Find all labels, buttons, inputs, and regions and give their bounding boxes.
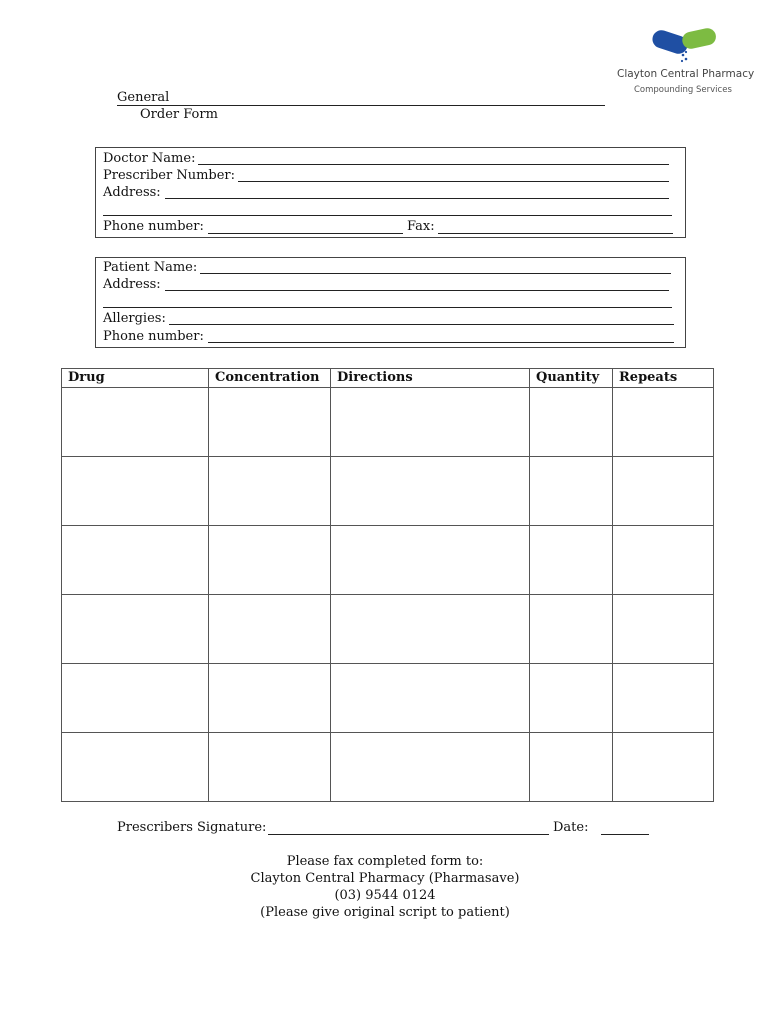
table-cell[interactable]: [331, 595, 530, 664]
table-cell[interactable]: [530, 457, 613, 526]
table-cell[interactable]: [613, 457, 714, 526]
table-cell[interactable]: [331, 664, 530, 733]
doctor-address-field[interactable]: [165, 198, 669, 199]
table-cell[interactable]: [613, 733, 714, 802]
column-header-quantity: Quantity: [530, 369, 613, 388]
column-header-drug: Drug: [62, 369, 209, 388]
table-cell[interactable]: [613, 388, 714, 457]
patient-address-field[interactable]: [165, 290, 669, 291]
doctor-phone-field[interactable]: [208, 233, 403, 234]
doctor-fax-label: Fax:: [407, 219, 435, 234]
table-row: [62, 595, 714, 664]
patient-address-field-2[interactable]: [103, 307, 672, 308]
table-cell[interactable]: [530, 526, 613, 595]
patient-name-label: Patient Name:: [103, 260, 198, 275]
table-cell[interactable]: [209, 526, 331, 595]
pharmacy-logo-capsule-icon: [650, 26, 720, 66]
table-row: [62, 664, 714, 733]
table-row: [62, 457, 714, 526]
prescriber-number-field[interactable]: [238, 181, 669, 182]
table-cell[interactable]: [209, 457, 331, 526]
table-cell[interactable]: [62, 526, 209, 595]
table-cell[interactable]: [331, 388, 530, 457]
footer-fax-number: (03) 9544 0124: [334, 888, 436, 903]
table-cell[interactable]: [209, 664, 331, 733]
title-underline: [117, 105, 605, 106]
footer-instruction: Please fax completed form to:: [286, 854, 484, 869]
table-cell[interactable]: [530, 595, 613, 664]
signature-field[interactable]: [268, 834, 549, 835]
signature-label: Prescribers Signature:: [117, 820, 267, 835]
table-cell[interactable]: [530, 733, 613, 802]
table-cell[interactable]: [613, 664, 714, 733]
table-cell[interactable]: [530, 388, 613, 457]
logo-tagline: Compounding Services: [634, 85, 732, 95]
patient-name-field[interactable]: [200, 273, 671, 274]
table-row: [62, 388, 714, 457]
logo-name: Clayton Central Pharmacy: [617, 68, 755, 80]
doctor-phone-label: Phone number:: [103, 219, 204, 234]
patient-phone-field[interactable]: [208, 342, 674, 343]
doctor-address-label: Address:: [103, 185, 161, 200]
prescriber-number-label: Prescriber Number:: [103, 168, 236, 183]
footer-note: (Please give original script to patient): [260, 905, 510, 920]
table-row: [62, 733, 714, 802]
table-header-row: [62, 369, 714, 388]
table-cell[interactable]: [209, 733, 331, 802]
form-title-line2: Order Form: [140, 107, 218, 122]
table-cell[interactable]: [331, 457, 530, 526]
table-cell[interactable]: [62, 733, 209, 802]
footer-pharmacy-name: Clayton Central Pharmacy (Pharmasave): [250, 871, 520, 886]
table-cell[interactable]: [209, 388, 331, 457]
column-header-repeats: Repeats: [613, 369, 714, 388]
table-cell[interactable]: [62, 388, 209, 457]
table-cell[interactable]: [331, 526, 530, 595]
allergies-label: Allergies:: [103, 311, 166, 326]
table-cell[interactable]: [62, 595, 209, 664]
table-cell[interactable]: [613, 526, 714, 595]
doctor-fax-field[interactable]: [438, 233, 673, 234]
doctor-name-label: Doctor Name:: [103, 151, 196, 166]
table-cell[interactable]: [62, 457, 209, 526]
column-header-concentration: Concentration: [209, 369, 331, 388]
patient-phone-label: Phone number:: [103, 329, 204, 344]
table-cell[interactable]: [62, 664, 209, 733]
table-row: [62, 526, 714, 595]
patient-address-label: Address:: [103, 277, 161, 292]
column-header-directions: Directions: [331, 369, 530, 388]
table-cell[interactable]: [209, 595, 331, 664]
drug-order-table: [61, 368, 714, 802]
table-cell[interactable]: [530, 664, 613, 733]
table-cell[interactable]: [613, 595, 714, 664]
doctor-address-field-2[interactable]: [103, 215, 672, 216]
table-cell[interactable]: [331, 733, 530, 802]
date-label: Date:: [553, 820, 589, 835]
form-title-line1: General: [117, 90, 170, 105]
doctor-name-field[interactable]: [198, 164, 669, 165]
allergies-field[interactable]: [169, 324, 674, 325]
date-field[interactable]: [601, 834, 649, 835]
